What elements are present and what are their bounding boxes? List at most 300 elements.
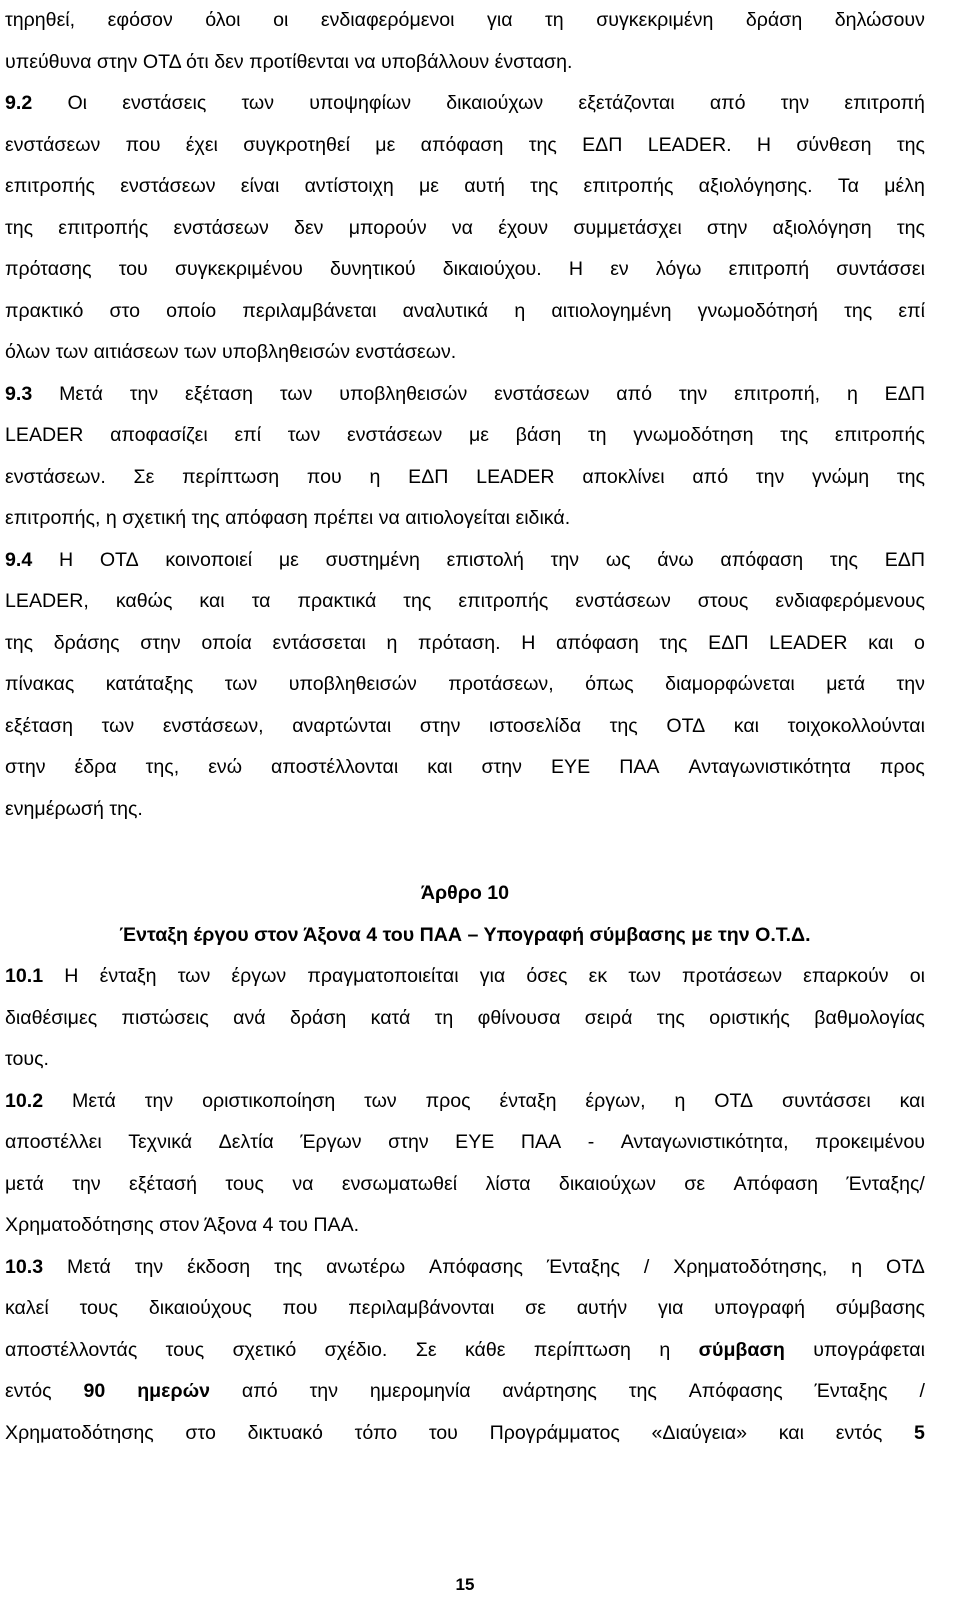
word: ΟΤΔ <box>886 1255 925 1278</box>
word: ΟΤΔ <box>99 548 139 571</box>
word: της <box>403 590 432 612</box>
text-line <box>5 457 925 499</box>
word: υπογράφεται <box>813 1338 925 1361</box>
word: επιστολή <box>446 548 524 571</box>
paragraph-number: 10.3 <box>5 1255 44 1278</box>
word: σύμβαση <box>698 1338 785 1361</box>
text-line <box>5 747 925 789</box>
word: αναρτώνται <box>292 714 392 737</box>
word: / <box>643 1255 650 1278</box>
word: η <box>386 631 398 654</box>
word: Έργων <box>300 1131 362 1153</box>
text-line <box>5 125 925 167</box>
word: δυνητικού <box>329 258 416 280</box>
word: την <box>755 465 785 488</box>
word: βάση <box>515 424 562 446</box>
word: που <box>282 1297 318 1319</box>
word: με <box>375 133 396 156</box>
word: εντός <box>5 1380 52 1402</box>
word: επί <box>234 424 262 446</box>
word: οποία <box>201 631 252 654</box>
article-title: Άρθρο 10 <box>420 882 510 904</box>
word: περιλαμβάνεται <box>242 299 377 322</box>
word: ενστάσεων <box>346 424 443 446</box>
word: Χρηματοδότησης <box>5 1421 154 1444</box>
word: συστημένη <box>325 548 420 571</box>
word: από <box>241 1380 278 1402</box>
word: δεν <box>294 216 324 239</box>
word: ΠΑΑ <box>619 756 660 778</box>
word: ενστάσεων <box>494 382 590 405</box>
word: τα <box>251 590 271 612</box>
word: των <box>101 714 135 737</box>
word: αξιολόγηση <box>772 216 872 239</box>
word: 90 <box>83 1380 106 1402</box>
word: Τα <box>837 175 859 197</box>
word: «Διαύγεια» <box>651 1421 748 1444</box>
text-line <box>5 1122 925 1164</box>
word: ενστάσεις <box>122 92 207 114</box>
word: με <box>468 424 489 446</box>
word: Η <box>756 133 772 156</box>
word: κατάταξης <box>105 673 194 695</box>
word: κατά <box>370 1006 411 1029</box>
word: μπορούν <box>348 216 427 239</box>
paragraph-number: 9.2 <box>5 92 33 114</box>
text-line <box>5 208 925 250</box>
word: μέλη <box>884 175 925 197</box>
text-line <box>5 1413 925 1455</box>
text-line <box>5 1288 925 1330</box>
word: LEADER <box>476 465 555 488</box>
text-line <box>5 1039 925 1081</box>
word: LEADER <box>5 424 84 446</box>
word: πρακτικά <box>297 590 377 612</box>
word: ΠΑΑ <box>520 1131 562 1153</box>
word: γνωμοδότησή <box>697 299 818 322</box>
text-line-content: ενημέρωσή της. <box>5 797 143 820</box>
word: συγκροτηθεί <box>243 133 350 156</box>
word: επιτροπής <box>583 175 674 197</box>
paragraph-10-1 <box>5 956 925 1081</box>
word: Απόφασης <box>429 1255 523 1278</box>
word: Ανταγωνιστικότητα, <box>620 1131 789 1153</box>
word: προτάσεων <box>682 965 783 987</box>
word: βαθμολογίας <box>814 1006 925 1029</box>
word: της <box>5 216 34 239</box>
word: της <box>609 714 638 737</box>
word: τη <box>434 1006 454 1029</box>
word: να <box>451 216 473 239</box>
word: εξέταση <box>185 382 254 405</box>
word: υπογραφή <box>714 1297 805 1319</box>
paragraph-10-2 <box>5 1081 925 1247</box>
word: ο <box>914 631 925 654</box>
word: τους <box>79 1297 119 1319</box>
word: την <box>144 1089 174 1112</box>
word: δικαιούχου. <box>442 258 542 280</box>
word: αντίστοιχη <box>304 175 394 197</box>
text-line <box>5 623 925 665</box>
word: κάθε <box>465 1338 506 1361</box>
word: στο <box>109 299 140 322</box>
word: για <box>658 1297 684 1319</box>
word: ενστάσεων <box>120 175 216 197</box>
word: από <box>709 92 746 114</box>
word: στην <box>481 756 522 778</box>
word: της <box>896 216 925 239</box>
word: επιτροπή <box>844 92 925 114</box>
text-line-content: όλων των αιτιάσεων των υποβληθεισών ενστάσεων. <box>5 341 457 363</box>
word: πρότασης <box>5 258 92 280</box>
word: τη <box>587 424 607 446</box>
word: ανωτέρω <box>326 1255 406 1278</box>
word: προς <box>425 1089 471 1112</box>
word: ενστάσεων <box>5 133 101 156</box>
word: των <box>287 424 321 446</box>
word: συγκεκριμένη <box>596 9 714 31</box>
word: συμμετάσχει <box>573 216 682 239</box>
word: αιτιολογημένη <box>551 299 672 322</box>
word: σε <box>684 1172 706 1195</box>
word: επιτροπής <box>834 424 925 446</box>
word: πιστώσεις <box>121 1006 209 1029</box>
word: αποφασίζει <box>110 424 208 446</box>
word: εκ <box>588 965 608 987</box>
word: Απόφαση <box>733 1172 818 1195</box>
word: Η <box>568 258 584 280</box>
word: όλοι <box>205 9 241 31</box>
word: ένταξη <box>99 965 157 987</box>
text-line-content: επιτροπής, η σχετική της απόφαση πρέπει να αιτιολογείται ειδικά. <box>5 507 571 529</box>
word: συντάσσει <box>836 258 925 280</box>
word: Η <box>64 965 79 987</box>
word: ως <box>605 548 631 571</box>
word: τους <box>225 1172 264 1195</box>
word: που <box>306 465 342 488</box>
text-line <box>5 706 925 748</box>
text-line <box>5 1247 925 1289</box>
word: έργων, <box>585 1089 646 1112</box>
word: LEADER, <box>5 590 89 612</box>
paragraph-number: 9.3 <box>5 382 33 405</box>
word: πίνακας <box>5 673 75 695</box>
word: και <box>868 631 894 654</box>
word: έδρα <box>74 756 117 778</box>
word: των <box>279 382 313 405</box>
word: ΟΤΔ <box>714 1089 754 1112</box>
text-line-content: τους. <box>5 1048 49 1070</box>
word: δράση <box>289 1006 347 1029</box>
word: ΕΥΕ <box>455 1131 495 1153</box>
word: της <box>780 424 809 446</box>
word: της <box>628 1380 657 1402</box>
word: να <box>292 1172 314 1195</box>
word: της <box>274 1255 303 1278</box>
word: δικαιούχων <box>446 92 544 114</box>
text-line <box>5 1081 925 1123</box>
paragraph-9-3 <box>5 374 925 540</box>
word: εξέτασή <box>129 1172 198 1195</box>
word: δηλώσουν <box>834 9 925 31</box>
word: διαθέσιμες <box>5 1006 98 1029</box>
word: δράσης <box>53 631 120 654</box>
word: γνώμη <box>812 465 870 488</box>
word: ημερομηνία <box>369 1380 471 1402</box>
word: των <box>177 965 211 987</box>
word: ιστοσελίδα <box>489 714 582 737</box>
word: αποστέλλει <box>5 1131 102 1153</box>
word: οι <box>273 9 289 31</box>
word: τους <box>165 1338 205 1361</box>
word: η <box>659 1338 671 1361</box>
word: από <box>692 465 729 488</box>
word: ενδιαφερόμενους <box>775 590 925 612</box>
word: σχέδιο. <box>324 1338 388 1361</box>
word: Μετά <box>72 1089 116 1112</box>
word: η <box>369 465 381 488</box>
word: ένταξη <box>499 1089 557 1112</box>
word: συντάσσει <box>782 1089 871 1112</box>
word: και <box>199 590 225 612</box>
word: επιτροπής <box>458 590 549 612</box>
word: των <box>628 965 661 987</box>
word: οι <box>909 965 925 987</box>
word: και <box>778 1421 804 1444</box>
paragraph-9-2 <box>5 83 925 374</box>
word: ενώ <box>208 756 243 778</box>
word: μετά <box>5 1172 44 1195</box>
word: ΕΥΕ <box>550 756 591 778</box>
word: ενστάσεων, <box>162 714 264 737</box>
word: επιτροπής <box>5 175 95 197</box>
word: σειρά <box>584 1006 633 1029</box>
word: τη <box>545 9 564 31</box>
word: επιτροπής <box>58 216 149 239</box>
word: πραγματοποιείται <box>307 965 459 987</box>
word: την <box>678 382 708 405</box>
paragraph-number: 10.1 <box>5 965 44 987</box>
word: αυτή <box>464 175 505 197</box>
spacer <box>5 830 925 873</box>
word: πρόταση. <box>418 631 501 654</box>
word: της <box>5 631 34 654</box>
word: δικτυακό <box>247 1421 323 1444</box>
word: άνω <box>657 548 694 571</box>
word: την <box>309 1380 338 1402</box>
word: αυτήν <box>576 1297 628 1319</box>
word: τοιχοκολλούνται <box>787 714 925 737</box>
word: επί <box>898 299 925 322</box>
word: όσες <box>526 965 568 987</box>
word: σύνθεση <box>796 133 872 156</box>
word: διαμορφώνεται <box>665 673 795 695</box>
paragraph-number: 10.2 <box>5 1089 44 1112</box>
word: επιτροπή <box>728 258 810 280</box>
word: ανάρτησης <box>502 1380 597 1402</box>
word: και <box>899 1089 925 1112</box>
word: ΕΔΠ <box>884 382 925 405</box>
word: της <box>844 299 873 322</box>
text-line <box>5 332 925 374</box>
word: προτάσεων, <box>448 673 554 695</box>
word: κοινοποιεί <box>165 548 253 571</box>
word: τόπο <box>354 1421 398 1444</box>
paragraph-9-1-continuation <box>5 0 925 83</box>
word: ενσωματωθεί <box>341 1172 458 1195</box>
word: - <box>587 1131 595 1153</box>
word: τηρηθεί, <box>5 9 76 31</box>
text-line <box>5 42 925 84</box>
word: πρακτικό <box>5 299 84 322</box>
text-line <box>5 581 925 623</box>
word: εξετάζονται <box>578 92 675 114</box>
word: με <box>419 175 440 197</box>
word: εξέταση <box>5 714 74 737</box>
word: υποψηφίων <box>309 92 412 114</box>
word: ΕΔΠ <box>708 631 749 654</box>
word: στην <box>140 631 181 654</box>
word: δικαιούχους <box>148 1297 252 1319</box>
word: ανά <box>233 1006 266 1029</box>
word: στην <box>388 1131 429 1153</box>
word: Ανταγωνιστικότητα <box>688 756 851 778</box>
word: Μετά <box>67 1255 111 1278</box>
word: Η <box>521 631 536 654</box>
text-line-content: υπεύθυνα στην ΟΤΔ ότι δεν προτίθενται να υποβάλλουν ένσταση. <box>5 50 573 73</box>
word: της <box>659 631 688 654</box>
text-line <box>5 540 925 582</box>
word: η <box>514 299 526 322</box>
word: ενστάσεων. <box>5 465 106 488</box>
text-line <box>5 415 925 457</box>
word: στο <box>185 1421 216 1444</box>
word: οριστικής <box>709 1006 790 1029</box>
word: των <box>241 92 275 114</box>
word: μετά <box>826 673 866 695</box>
word: και <box>733 714 760 737</box>
word: γνωμοδότηση <box>633 424 754 446</box>
word: αποστέλλονται <box>271 756 399 778</box>
word: απόφαση <box>556 631 639 654</box>
word: εφόσον <box>107 9 173 31</box>
word: οριστικοποίηση <box>202 1089 336 1112</box>
word: Τεχνικά <box>128 1131 193 1153</box>
word: των <box>224 673 258 695</box>
word: την <box>550 548 580 571</box>
word: την <box>72 1172 101 1195</box>
word: 5 <box>914 1421 925 1444</box>
word: της <box>656 1006 685 1029</box>
word: / <box>919 1380 925 1402</box>
page-number: 15 <box>455 1575 475 1594</box>
word: επαρκούν <box>803 965 889 987</box>
text-line <box>5 249 925 291</box>
text-line <box>5 1205 925 1247</box>
word: έκδοση <box>187 1255 251 1278</box>
word: από <box>616 382 653 405</box>
word: η <box>674 1089 686 1112</box>
text-line <box>5 1371 925 1413</box>
text-line <box>5 498 925 540</box>
text-line-content: Χρηματοδότησης στον Άξονα 4 του ΠΑΑ. <box>5 1214 360 1236</box>
word: λίστα <box>485 1172 531 1195</box>
word: οποίο <box>166 299 217 322</box>
word: είναι <box>240 175 280 197</box>
word: προκειμένου <box>815 1131 925 1153</box>
word: της <box>896 133 925 156</box>
text-line <box>5 998 925 1040</box>
word: στους <box>697 590 749 612</box>
word: Μετά <box>59 382 103 405</box>
word: έχουν <box>498 216 549 239</box>
word: καθώς <box>115 590 173 612</box>
word: αποστέλλοντάς <box>5 1338 138 1361</box>
word: αξιολόγησης. <box>698 175 813 197</box>
word: της <box>528 133 557 156</box>
word: ΕΔΠ <box>582 133 623 156</box>
word: καλεί <box>5 1297 49 1319</box>
text-line <box>5 291 925 333</box>
word: ενστάσεων <box>173 216 269 239</box>
text-line <box>5 789 925 831</box>
word: ΕΔΠ <box>884 548 925 571</box>
word: LEADER <box>769 631 848 654</box>
word: σύμβασης <box>835 1297 925 1319</box>
word: στην <box>706 216 748 239</box>
word: και <box>427 756 453 778</box>
word: σχετικό <box>232 1338 297 1361</box>
paragraph-number: 9.4 <box>5 548 33 571</box>
text-line <box>5 1330 925 1372</box>
word: LEADER. <box>647 133 732 156</box>
text-line <box>5 1164 925 1206</box>
word: έργων <box>231 965 287 987</box>
word: υποβληθεισών <box>288 673 417 695</box>
word: η <box>846 382 858 405</box>
word: της <box>829 548 858 571</box>
word: που <box>125 133 161 156</box>
word: δράση <box>745 9 803 31</box>
word: συγκεκριμένου <box>174 258 303 280</box>
text-line <box>5 664 925 706</box>
word: εντός <box>835 1421 883 1444</box>
word: Ένταξης <box>814 1380 888 1402</box>
word: εντάσσεται <box>272 631 366 654</box>
word: για <box>487 9 513 31</box>
word: της <box>530 175 559 197</box>
text-line <box>5 166 925 208</box>
word: απόφαση <box>720 548 804 571</box>
document-page <box>5 0 925 1454</box>
word: με <box>278 548 299 571</box>
word: για <box>479 965 506 987</box>
word: σε <box>525 1297 546 1319</box>
word: όπως <box>585 673 634 695</box>
word: του <box>428 1421 458 1444</box>
text-line <box>5 956 925 998</box>
word: Οι <box>67 92 88 114</box>
word: προς <box>879 756 925 778</box>
word: εν <box>610 258 629 280</box>
text-line <box>5 374 925 416</box>
word: περίπτωση <box>533 1338 631 1361</box>
word: των <box>364 1089 397 1112</box>
word: αναλυτικά <box>402 299 489 322</box>
word: Ένταξης/ <box>846 1172 925 1195</box>
word: επιτροπή, <box>734 382 821 405</box>
word: υποβληθεισών <box>339 382 468 405</box>
